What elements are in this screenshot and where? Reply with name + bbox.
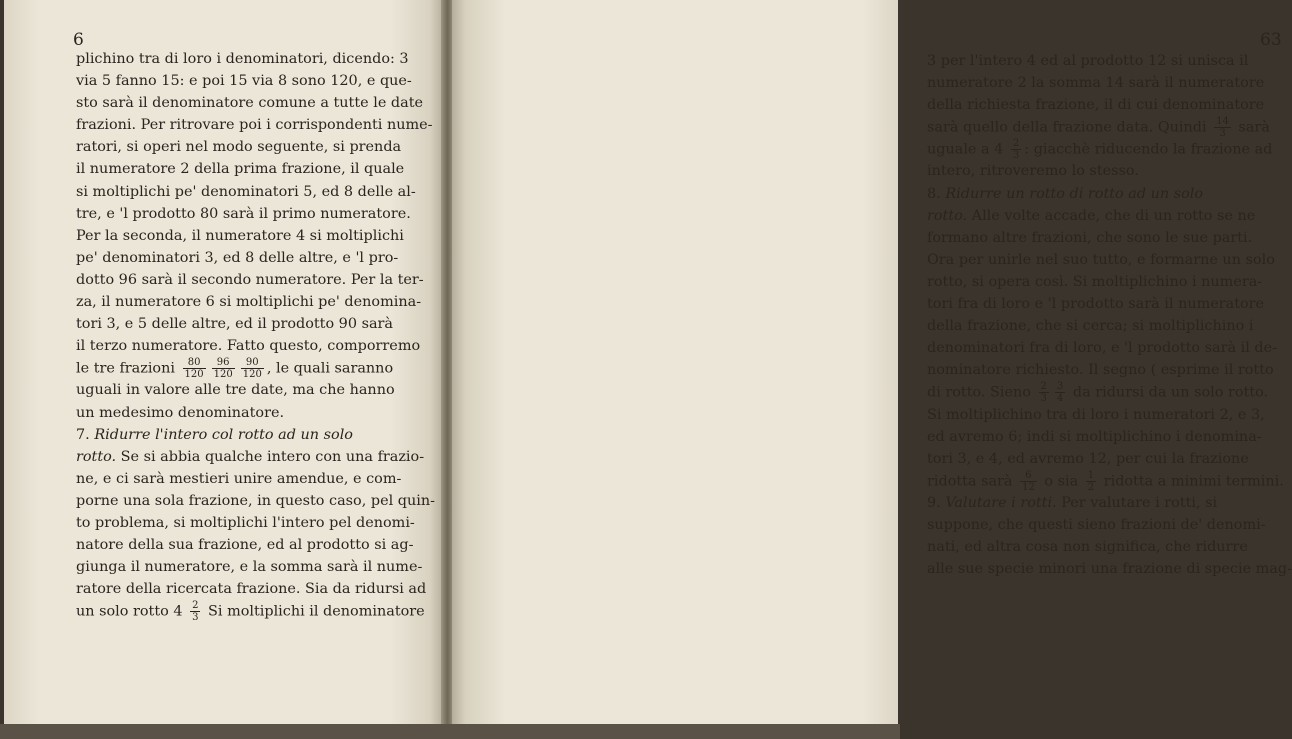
text-line: porne una sola frazione, in questo caso, pel quin- [76, 492, 435, 509]
text-line: pe' denominatori 3, ed 8 delle altre, e 'l pro- [76, 249, 399, 266]
fraction-denominator: 120 [242, 369, 262, 381]
fraction [1214, 116, 1231, 139]
text-fragment: : giacchè riducendo la frazione ad [1024, 141, 1273, 158]
text-fragment: ridotta a minimi termini. [1099, 473, 1284, 490]
text-fragment: sarà [1233, 119, 1270, 136]
text-line: tori 3, e 5 delle altre, ed il prodotto 90 sarà [76, 316, 393, 333]
text-fragment: Alle volte accade, che di un rotto se ne [971, 207, 1256, 224]
text-line: plichino tra di loro i denominatori, dicendo: 3 [76, 51, 409, 67]
text-line: alle sue specie minori una frazione di specie mag- [927, 561, 1292, 578]
fraction [1011, 138, 1021, 161]
text-line: della frazione, che si cerca; si moltiplichino i [927, 318, 1254, 335]
text-line: intero, ritroveremo lo stesso. [927, 163, 1139, 180]
text-line: ne, e ci sarà mestieri unire amendue, e com- [76, 470, 402, 487]
text-line [927, 381, 1292, 403]
right-page [452, 0, 1292, 733]
fraction-denominator: 12 [1022, 481, 1035, 493]
left-page [4, 0, 443, 733]
text-fragment: Si moltiplichi il denominatore [203, 603, 425, 620]
fraction-numerator: 2 [192, 600, 199, 612]
text-line: Si moltiplichino tra di loro i numeratori 2, e 3, [927, 406, 1265, 423]
text-fragment: un solo rotto 4 [76, 603, 188, 620]
text-fragment: le tre frazioni [76, 360, 180, 377]
text-line: il terzo numeratore. Fatto questo, comporremo [76, 338, 421, 355]
fraction [1086, 470, 1096, 493]
text-line: 3 per l'intero 4 ed al prodotto 12 si unisca il [927, 53, 1249, 69]
section-title: rotto. [927, 207, 972, 224]
text-fragment: , le quali saranno [266, 360, 394, 377]
text-line [927, 138, 1292, 160]
fraction [241, 357, 264, 380]
section-title: rotto. [76, 448, 121, 465]
table-surface [0, 724, 900, 739]
text-line: sto sarà il denominatore comune a tutte le date [76, 95, 423, 112]
fraction-denominator: 3 [192, 612, 199, 624]
fraction [190, 600, 200, 623]
text-line [927, 492, 1292, 514]
text-line: frazioni. Per ritrovare poi i corrispondenti nume- [76, 117, 433, 134]
section-title: Ridurre un rotto di rotto ad un solo [945, 185, 1204, 202]
fraction-numerator: 6 [1020, 470, 1037, 482]
section-number: 9. [927, 494, 946, 511]
text-line: tre, e 'l prodotto 80 sarà il primo numeratore. [76, 205, 411, 222]
text-line: to problema, si moltiplichi l'intero pel denomi- [76, 514, 415, 531]
left-page-text [76, 48, 435, 622]
text-line: denominatori fra di loro, e 'l prodotto sarà il de- [927, 340, 1277, 357]
text-line [76, 424, 435, 446]
fraction-numerator: 2 [1040, 381, 1047, 393]
text-line: uguali in valore alle tre date, ma che hanno [76, 382, 395, 399]
text-line: via 5 fanno 15: e poi 15 via 8 sono 120, e que- [76, 73, 412, 90]
fraction-denominator: 2 [1087, 481, 1095, 493]
text-line: ratori, si operi nel modo seguente, si prenda [76, 139, 402, 156]
fraction [1039, 381, 1049, 404]
text-line: Per la seconda, il numeratore 4 si moltiplichi [76, 227, 404, 244]
text-line [76, 446, 435, 468]
section-title: Valutare i rotti. [945, 494, 1062, 511]
fraction-denominator: 3 [1012, 150, 1020, 162]
text-line [76, 357, 435, 379]
fraction [1055, 381, 1065, 404]
text-fragment: uguale a 4 [927, 141, 1008, 158]
text-fragment: Se si abbia qualche intero con una frazio- [120, 448, 425, 465]
text-fragment: o sia [1039, 473, 1083, 490]
fraction-numerator: 1 [1087, 469, 1095, 481]
text-line [927, 116, 1292, 138]
text-fragment: da ridursi da un solo rotto. [1068, 384, 1269, 401]
fraction-numerator: 96 [212, 357, 235, 369]
text-line: della richiesta frazione, il di cui denominatore [927, 97, 1265, 114]
fraction-denominator: 120 [184, 369, 204, 381]
fraction-denominator: 120 [213, 369, 233, 381]
text-line: nati, ed altra cosa non significa, che ridurre [927, 539, 1248, 556]
text-line [927, 470, 1292, 492]
section-number: 8. [927, 185, 946, 202]
text-line: il numeratore 2 della prima frazione, il quale [76, 161, 405, 178]
text-line: formano altre frazioni, che sono le sue parti. [927, 229, 1253, 246]
text-line: suppone, che questi sieno frazioni de' denomi- [927, 516, 1266, 533]
text-line: giunga il numeratore, e la somma sarà il nume- [76, 559, 423, 576]
text-line: tori 3, e 4, ed avremo 12, per cui la frazione [927, 450, 1249, 467]
fraction [212, 357, 235, 380]
text-line [927, 183, 1292, 205]
text-fragment: di rotto. Sieno [927, 384, 1036, 401]
text-line: dotto 96 sarà il secondo numeratore. Per la ter- [76, 271, 424, 288]
fraction [183, 357, 206, 380]
text-fragment: Per valutare i rotti, si [1061, 494, 1218, 511]
fraction-denominator: 3 [1219, 128, 1226, 140]
fraction-denominator: 3 [1040, 393, 1047, 405]
fraction-numerator: 2 [1012, 138, 1020, 150]
text-line: tori fra di loro e 'l prodotto sarà il numeratore [927, 296, 1265, 313]
section-number: 7. [76, 426, 95, 443]
text-line: numeratore 2 la somma 14 sarà il numeratore [927, 75, 1265, 92]
text-line: za, il numeratore 6 si moltiplichi pe' denomina- [76, 294, 422, 311]
fraction-numerator: 80 [183, 357, 206, 369]
text-line [76, 600, 435, 622]
text-line: Ora per unirle nel suo tutto, e formarne un solo [927, 251, 1275, 268]
page-number-right: 63 [1260, 30, 1282, 50]
section-title: Ridurre l'intero col rotto ad un solo [94, 426, 353, 443]
text-fragment: sarà quello della frazione data. Quindi [927, 119, 1212, 136]
text-line: nominatore richiesto. Il segno ( esprime il rotto [927, 362, 1274, 379]
fraction [1020, 470, 1037, 493]
fraction-numerator: 3 [1056, 381, 1064, 393]
text-line: un medesimo denominatore. [76, 404, 285, 421]
fraction-denominator: 4 [1056, 393, 1064, 405]
text-line: natore della sua frazione, ed al prodotto si ag- [76, 537, 414, 554]
text-line: ratore della ricercata frazione. Sia da ridursi ad [76, 581, 427, 598]
text-fragment: ridotta sarà [927, 473, 1018, 490]
right-page-text [927, 50, 1292, 580]
text-line: ed avremo 6; indi si moltiplichino i denomina- [927, 428, 1262, 445]
fraction-numerator: 90 [241, 357, 264, 369]
text-line: rotto, si opera così. Si moltiplichino i numera- [927, 273, 1263, 290]
page-number-left: 6 [73, 30, 84, 50]
text-line: si moltiplichi pe' denominatori 5, ed 8 delle al- [76, 183, 416, 200]
text-line [927, 205, 1292, 227]
fraction-numerator: 14 [1216, 116, 1229, 128]
